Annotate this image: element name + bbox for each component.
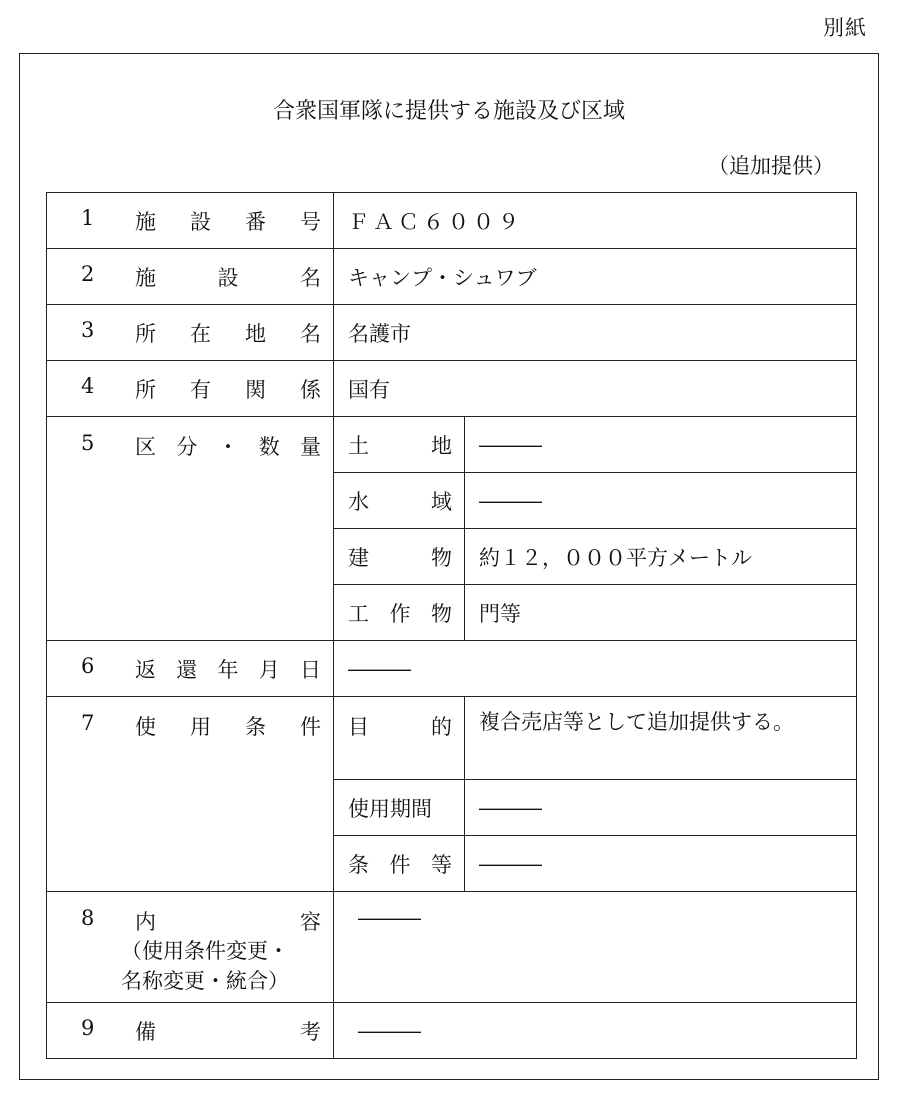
structure-value: 門等 bbox=[479, 601, 521, 626]
row-facility-number bbox=[47, 193, 857, 249]
sub-label-use-period: 使用期間 bbox=[348, 796, 432, 821]
ownership-value: 国有 bbox=[348, 377, 390, 402]
building-value: 約１２，０００平方メートル bbox=[479, 545, 752, 570]
row-contents bbox=[47, 892, 857, 1003]
document-title: 合衆国軍隊に提供する施設及び区域 bbox=[272, 99, 625, 124]
land-value: ――― bbox=[479, 432, 542, 457]
water-area-value: ――― bbox=[479, 488, 542, 513]
row-label: 施 設 番 号 bbox=[135, 209, 321, 234]
contents-value: ――― bbox=[358, 906, 421, 930]
return-date-value: ――― bbox=[348, 656, 411, 681]
sub-label-conditions: 条 件 等 bbox=[348, 852, 452, 877]
row-number: 2 bbox=[81, 261, 95, 286]
row-number: 1 bbox=[81, 205, 95, 230]
sub-label-structure: 工 作 物 bbox=[348, 601, 452, 626]
row-label: 備 考 bbox=[135, 1019, 321, 1044]
row-use-conditions bbox=[47, 697, 857, 780]
row-label: 所 在 地 名 bbox=[135, 321, 321, 346]
sub-label-purpose: 目 的 bbox=[348, 715, 452, 739]
document-frame bbox=[19, 53, 879, 1080]
row-label: 使 用 条 件 bbox=[135, 715, 321, 739]
row-number: 5 bbox=[81, 431, 95, 455]
sub-label-water-area: 水 域 bbox=[348, 489, 452, 514]
document-subtitle: （追加提供） bbox=[708, 154, 834, 178]
row-number: 9 bbox=[81, 1015, 95, 1040]
row-label: 内 容 bbox=[135, 910, 321, 934]
row-remarks bbox=[47, 1003, 857, 1059]
row-ownership bbox=[47, 361, 857, 417]
row-label: 返 還 年 月 日 bbox=[135, 657, 321, 682]
location-value: 名護市 bbox=[348, 321, 411, 346]
row-number: 4 bbox=[81, 373, 95, 398]
facility-table bbox=[46, 192, 857, 1059]
facility-number-value: ＦＡＣ６００９ bbox=[348, 209, 523, 234]
purpose-value: 複合売店等として追加提供する。 bbox=[479, 710, 794, 734]
facility-name-value: キャンプ・シュワブ bbox=[348, 265, 537, 290]
row-label: 所 有 関 係 bbox=[135, 377, 321, 402]
row-location bbox=[47, 305, 857, 361]
remarks-value: ――― bbox=[358, 1018, 421, 1043]
conditions-value: ――― bbox=[479, 851, 542, 876]
row-return-date bbox=[47, 641, 857, 697]
use-period-value: ――― bbox=[479, 795, 542, 820]
row-number: 8 bbox=[81, 906, 95, 930]
row-number: 3 bbox=[81, 317, 95, 342]
row-category-quantity bbox=[47, 417, 857, 473]
row-label: 施 設 名 bbox=[135, 265, 321, 290]
attachment-label: 別紙 bbox=[823, 16, 867, 40]
row-note: （使用条件変更・名称変更・統合） bbox=[121, 939, 289, 993]
row-number: 7 bbox=[81, 711, 95, 735]
row-label: 区 分 ・ 数 量 bbox=[135, 435, 321, 459]
row-number: 6 bbox=[81, 653, 95, 678]
row-facility-name bbox=[47, 249, 857, 305]
sub-label-building: 建 物 bbox=[348, 545, 452, 570]
sub-label-land: 土 地 bbox=[348, 433, 452, 458]
